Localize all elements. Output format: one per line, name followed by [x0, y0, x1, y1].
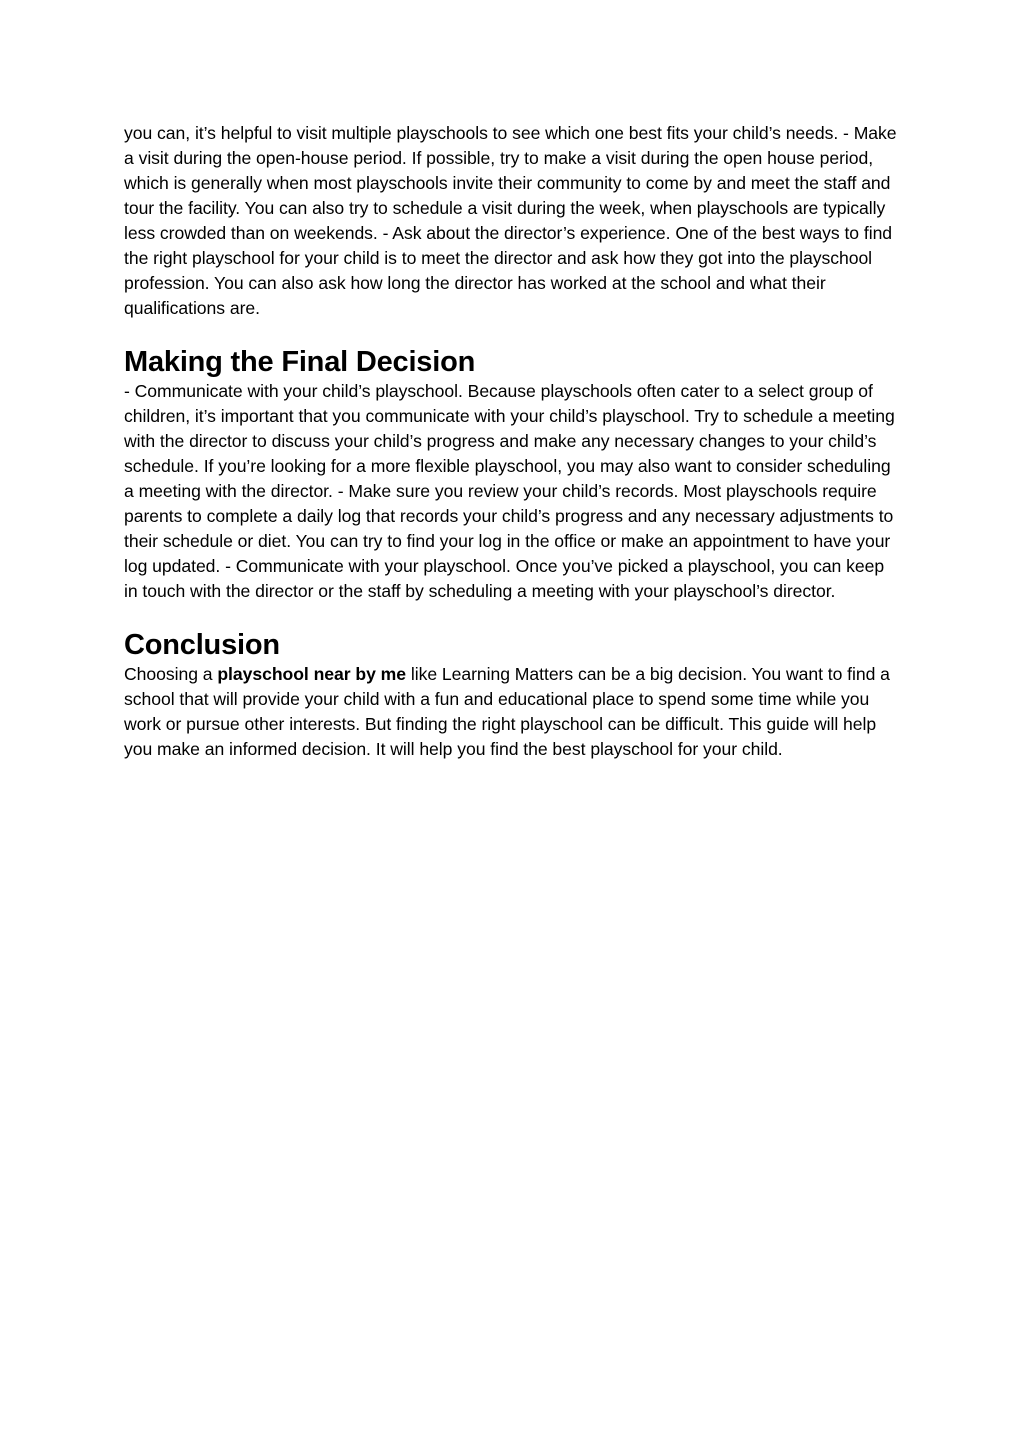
final-decision-paragraph: - Communicate with your child’s playschool. Because playschools often cater to a select group of children, it’s important that you communicate with your child’s playschool. Try to schedule a meeting with the director to discuss your child’s progress and make any necessary changes to your child’s schedule. If you’re looking for a more flexible playschool, you may also want to consider scheduling a meeting with the director. - Make sure you review your child’s records. Most playschools require parents to complete a daily log that records your child’s progress and any necessary adjustments to their schedule or diet. You can try to find your log in the office or make an appointment to have your log updated. - Communicate with your playschool. Once you’ve picked a playschool, you can keep in touch with the director or the staff by scheduling a meeting with your playschool’s director. [124, 381, 895, 601]
conclusion-paragraph [124, 662, 902, 762]
document-page [124, 121, 902, 762]
section-heading-final-decision: Making the Final Decision [124, 346, 476, 378]
conclusion-text-before: Choosing a [124, 664, 218, 684]
conclusion-bold-keyword: playschool near by me [217, 664, 407, 684]
section-heading-conclusion: Conclusion [124, 629, 280, 661]
conclusion-text-after: like Learning Matters can be a big decision. You want to find a school that will provide your child with a fun and educational place to spend some time while you work or pursue other interests. But finding the right playschool can be difficult. This guide will help you make an informed decision. It will help you find the best playschool for your child. [124, 664, 890, 759]
intro-paragraph: you can, it’s helpful to visit multiple playschools to see which one best fits your child’s needs. - Make a visit during the open-house period. If possible, try to make a visit during the open house period, which is generally when most playschools invite their community to come by and meet the staff and tour the facility. You can also try to schedule a visit during the week, when playschools are typically less crowded than on weekends. - Ask about the director’s experience. One of the best ways to find the right playschool for your child is to meet the director and ask how they got into the playschool profession. You can also ask how long the director has worked at the school and what their qualifications are. [124, 123, 897, 318]
